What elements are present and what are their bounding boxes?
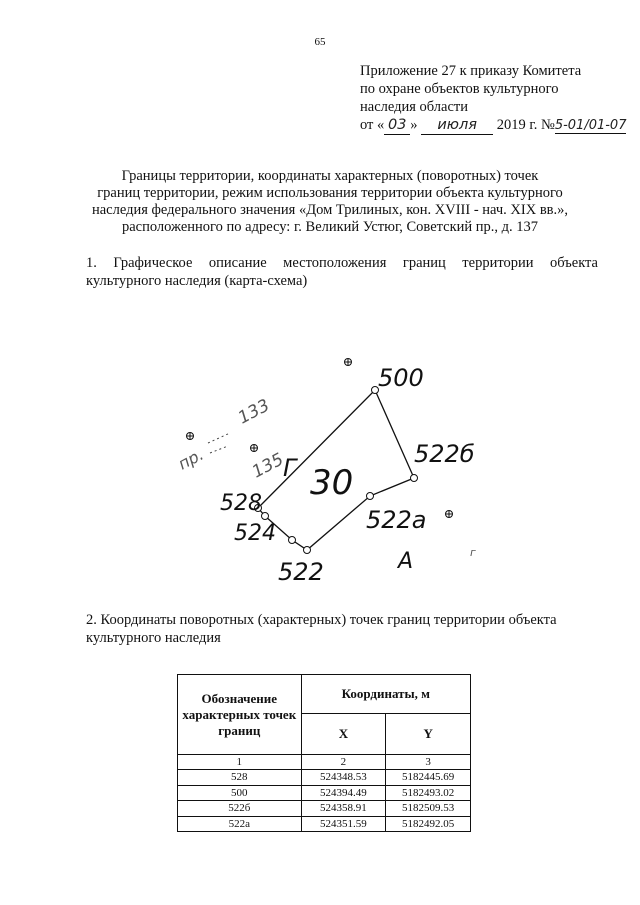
survey-marker (446, 511, 453, 518)
appendix-date-line (360, 116, 630, 135)
date-mid: » (410, 117, 418, 133)
document-title (60, 168, 600, 236)
point-cell: 522а (178, 816, 302, 832)
date-year: 2019 г. № (496, 117, 555, 133)
x-cell: 524394.49 (301, 785, 386, 801)
point-label-500: 500 (378, 364, 424, 392)
street-hatching (208, 433, 230, 453)
street-abbreviation: пр. (174, 444, 207, 474)
point-label-528: 528 (220, 491, 262, 516)
column-index: 3 (386, 755, 471, 770)
y-cell: 5182493.02 (386, 785, 471, 801)
table-header-row (178, 675, 471, 714)
survey-marker (187, 433, 194, 440)
boundary-map (150, 338, 490, 593)
appendix-line-3: наследия области (360, 99, 469, 115)
coordinates-header: Координаты, м (301, 675, 470, 714)
table-row (178, 816, 471, 832)
map-labels (175, 364, 476, 586)
x-cell: 524348.53 (301, 770, 386, 786)
section-1-line-1: 1. Графическое описание местоположения границ территории объекта (86, 255, 598, 271)
point-marker-524a (289, 537, 296, 544)
parcel-number: 30 (310, 463, 354, 503)
x-cell: 524351.59 (301, 816, 386, 832)
page-number: 65 (314, 36, 326, 48)
table-row (178, 801, 471, 817)
point-designation-header: Обозначение характерных точек границ (178, 675, 302, 755)
section-2-line-2: культурного наследия (86, 630, 221, 646)
coordinates-table (177, 674, 471, 832)
point-label-522a: 522а (366, 506, 427, 534)
point-marker-524 (262, 513, 269, 520)
point-marker-522 (304, 547, 311, 554)
x-cell: 524358.91 (301, 801, 386, 817)
appendix-line-2: по охране объектов культурного (360, 81, 559, 97)
block-letter-a: А (398, 549, 414, 574)
appendix-line-1: Приложение 27 к приказу Комитета (360, 63, 582, 79)
appendix-header (360, 62, 630, 135)
point-label-522: 522 (278, 558, 324, 586)
column-index: 1 (178, 755, 302, 770)
point-label-522b: 522б (414, 440, 475, 468)
title-line-4: расположенного по адресу: г. Великий Устюг, Советский пр., д. 137 (121, 219, 539, 235)
section-1-heading (86, 254, 598, 290)
y-cell: 5182445.69 (386, 770, 471, 786)
section-2-line-1: 2. Координаты поворотных (характерных) точек границ территории объекта (86, 612, 557, 628)
point-label-524: 524 (234, 521, 276, 546)
survey-marker (251, 445, 258, 452)
point-cell: 528 (178, 770, 302, 786)
column-index-row (178, 755, 471, 770)
y-header: Y (386, 714, 471, 755)
point-marker-522a (367, 493, 374, 500)
small-map-mark: г (470, 546, 476, 559)
survey-marker (345, 359, 352, 366)
block-letter-g: Г (283, 454, 297, 482)
title-line-2: границ территории, режим использования территории объекта культурного (97, 185, 563, 201)
date-day: 03 (384, 116, 410, 135)
table-row (178, 785, 471, 801)
table-row (178, 770, 471, 786)
point-cell: 522б (178, 801, 302, 817)
point-cell: 500 (178, 785, 302, 801)
y-cell: 5182492.05 (386, 816, 471, 832)
y-cell: 5182509.53 (386, 801, 471, 817)
date-prefix: от « (360, 117, 385, 133)
order-number: 5-01/01-07 (554, 118, 627, 133)
house-number-133: 133 (234, 395, 274, 429)
x-header: X (301, 714, 386, 755)
section-1-line-2: культурного наследия (карта-схема) (86, 273, 308, 289)
date-month: июля (421, 116, 493, 135)
title-line-3: наследия федерального значения «Дом Трилиных, кон. XVIII - нач. XIX вв.», (91, 202, 569, 218)
column-index: 2 (301, 755, 386, 770)
title-line-1: Границы территории, координаты характерных (поворотных) точек (121, 168, 539, 184)
point-marker-522b (411, 475, 418, 482)
house-number-135: 135 (248, 449, 288, 483)
section-2-heading (86, 611, 598, 647)
